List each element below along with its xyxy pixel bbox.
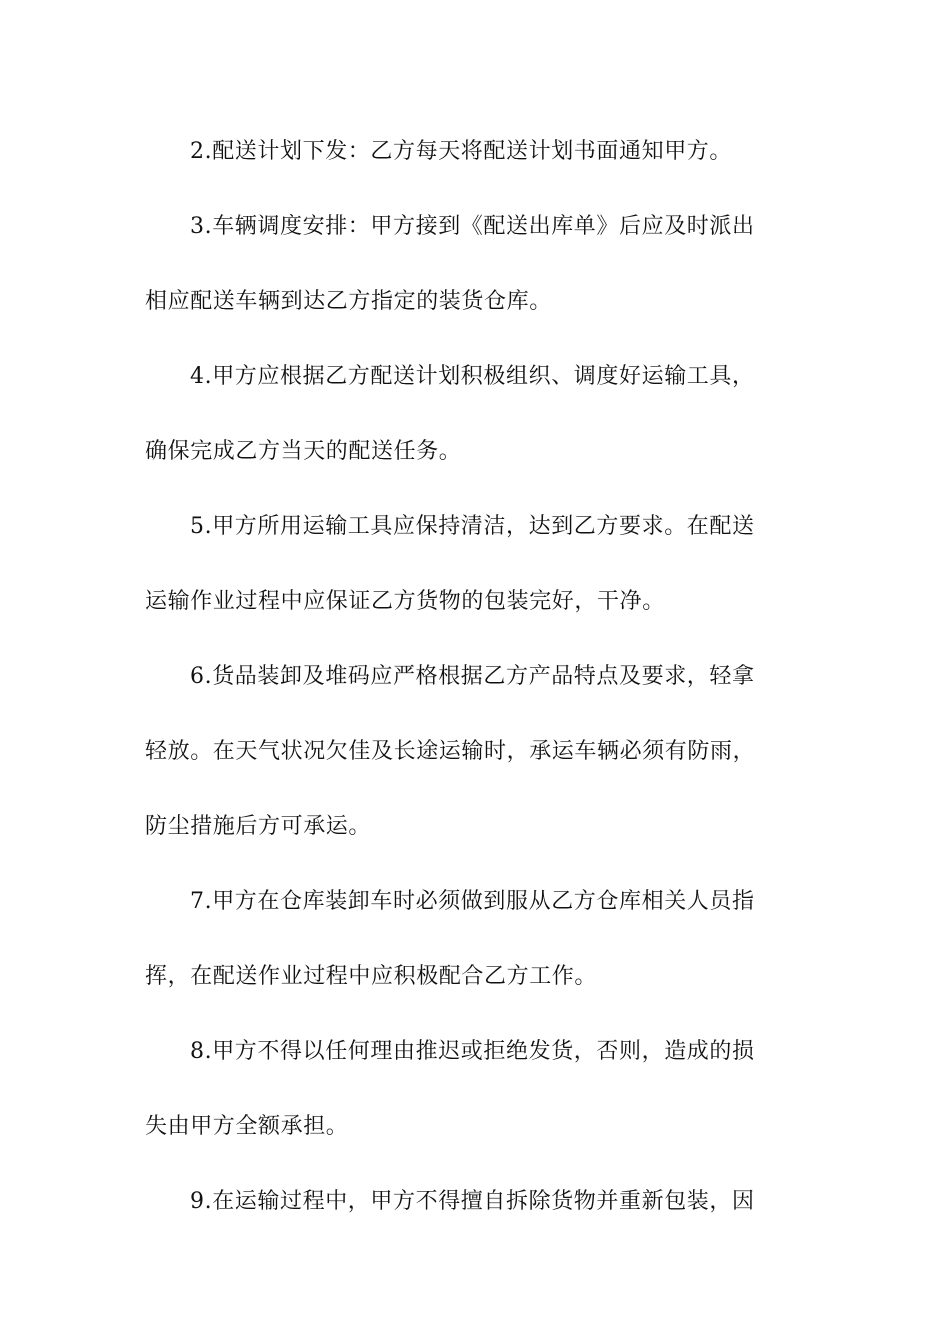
paragraph-8-line-2: 失由甲方全额承担。	[145, 1114, 349, 1139]
paragraph-3-line-1: 3.车辆调度安排：甲方接到《配送出库单》后应及时派出	[190, 214, 755, 239]
paragraph-7-line-2: 挥，在配送作业过程中应积极配合乙方工作。	[145, 964, 598, 989]
paragraph-4-line-1: 4.甲方应根据乙方配送计划积极组织、调度好运输工具，	[190, 364, 755, 389]
paragraph-6-line-2: 轻放。在天气状况欠佳及长途运输时，承运车辆必须有防雨，	[145, 739, 756, 764]
paragraph-7-line-1: 7.甲方在仓库装卸车时必须做到服从乙方仓库相关人员指	[190, 889, 755, 914]
paragraph-4-line-2: 确保完成乙方当天的配送任务。	[145, 439, 462, 464]
paragraph-8-line-1: 8.甲方不得以任何理由推迟或拒绝发货，否则，造成的损	[190, 1039, 755, 1064]
paragraph-9-line-1: 9.在运输过程中，甲方不得擅自拆除货物并重新包装，因	[190, 1189, 755, 1214]
paragraph-6-line-3: 防尘措施后方可承运。	[145, 814, 372, 839]
paragraph-2-line-1: 2.配送计划下发：乙方每天将配送计划书面通知甲方。	[190, 139, 732, 164]
paragraph-3-line-2: 相应配送车辆到达乙方指定的装货仓库。	[145, 289, 552, 314]
paragraph-5-line-2: 运输作业过程中应保证乙方货物的包装完好，干净。	[145, 589, 665, 614]
paragraph-6-line-1: 6.货品装卸及堆码应严格根据乙方产品特点及要求，轻拿	[190, 664, 755, 689]
paragraph-5-line-1: 5.甲方所用运输工具应保持清洁，达到乙方要求。在配送	[190, 514, 755, 539]
